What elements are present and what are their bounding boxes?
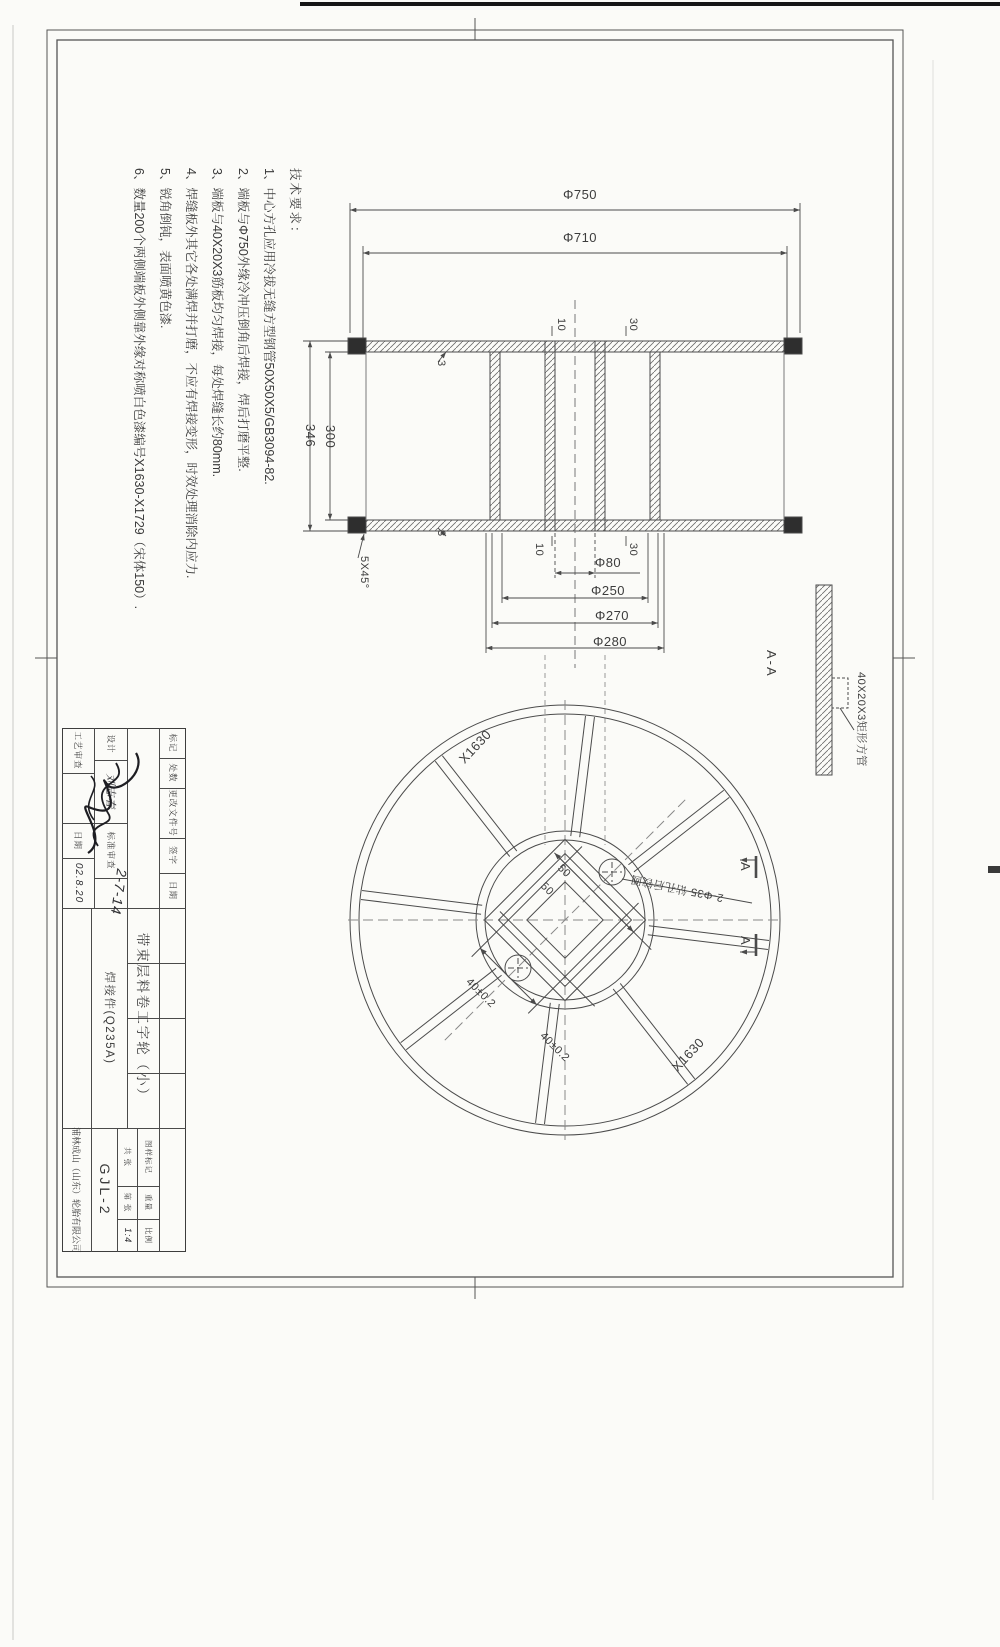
dim-label-d250: Φ250 [590, 583, 626, 598]
dim-label-50-b: 50 [555, 862, 573, 881]
signature-scribbles [62, 728, 186, 908]
dim-label-30-top: 30 [627, 318, 639, 332]
section-arrow-label-a1: A [738, 862, 753, 872]
tech-requirement-item: 4、焊缝板外其它各处满焊并打磨，不应有焊接变形，时效处理消除内应力. [184, 168, 198, 579]
rev-header-mark: 标记 [168, 733, 178, 753]
process-date: 02.8.20 [73, 862, 84, 904]
section-view [348, 300, 802, 845]
tech-requirements-heading: 技术要求： [288, 168, 302, 241]
designer-signature: 刘志春 [104, 773, 117, 810]
date-label: 日期 [73, 830, 84, 850]
section-arrow-label-a2: A [738, 936, 753, 946]
standard-check-label: 标准审查 [106, 831, 117, 870]
dim-label-d280: Φ280 [592, 634, 628, 649]
tech-requirements-block [126, 168, 308, 630]
dim-label-d750: Φ750 [562, 187, 598, 202]
design-label: 设计 [106, 734, 117, 754]
dim-label-40-b: 40±0.2 [537, 1029, 572, 1065]
tube-note: 40X20X3矩形方管 [855, 672, 867, 767]
sheets-total: 共 张 [123, 1146, 133, 1168]
dim-label-3-bottom: 3 [435, 530, 447, 537]
dim-label-346: 346 [303, 424, 318, 448]
handwritten-date: 2-7-14 [107, 867, 131, 917]
dim-label-10-top: 10 [555, 318, 567, 332]
tech-requirement-item: 3、端板与40X20X3筋板均匀焊接，每处焊缝长约80mm. [210, 168, 224, 478]
mark-header: 图样标记 [144, 1140, 154, 1174]
tech-requirement-item: 1、中心方孔应用冷拔无缝方型钢管50X50X5/GB3094-82. [262, 168, 276, 485]
sheet-no: 第 张 [123, 1192, 133, 1213]
tech-requirement-item: 6、数量200个两侧端板外侧靠外缘对称喷白色漆编号X1630-X1729（宋体150）. [132, 168, 146, 610]
rev-header-date: 日期 [168, 880, 178, 900]
title-block [62, 728, 186, 1252]
dim-label-d710: Φ710 [562, 230, 598, 245]
drawing-number: GJL-2 [97, 1163, 113, 1217]
rim-mark-lower: X1630 [668, 1034, 708, 1075]
rev-header-count: 处数 [168, 763, 178, 783]
tech-requirement-item: 5、锐角倒钝，表面喷黄色漆. [158, 168, 172, 329]
dim-label-40-a: 40±0.2 [463, 975, 498, 1011]
rev-header-sign: 签字 [168, 845, 178, 865]
rim-mark-upper: X1630 [455, 726, 495, 767]
rev-header-docno: 更改文件号 [168, 789, 178, 837]
front-view [348, 700, 782, 1140]
material-note: 焊接件(Q235A) [103, 971, 115, 1065]
chamfer-note: 5X45° [358, 556, 370, 589]
dim-label-d270: Φ270 [594, 608, 630, 623]
dim-label-10-bottom: 10 [533, 543, 545, 557]
weight-header: 重量 [144, 1194, 154, 1211]
dim-label-3-top: 3 [435, 360, 447, 367]
process-check-label: 工艺审查 [73, 731, 84, 770]
dim-label-30-bottom: 30 [627, 543, 639, 557]
drawing-title: 带束层料卷工字轮（小） [135, 932, 150, 1104]
detail-a-a [816, 585, 854, 775]
hole-note: 2-Φ35 钻孔后铰圆 [629, 872, 725, 904]
scale-value: 1:4 [123, 1227, 133, 1244]
dim-label-50-a: 50 [538, 880, 556, 899]
dim-label-d80: Φ80 [594, 555, 622, 570]
detail-label-a-a: A-A [764, 650, 779, 678]
tech-requirement-item: 2、端板与Φ750外缘冷冲压倒角后焊接，焊后打磨平整. [236, 168, 250, 472]
company-name: 浦林成山（山东）轮胎有限公司 [71, 1127, 82, 1254]
dim-label-300: 300 [323, 425, 338, 449]
scale-header: 比例 [144, 1227, 154, 1244]
